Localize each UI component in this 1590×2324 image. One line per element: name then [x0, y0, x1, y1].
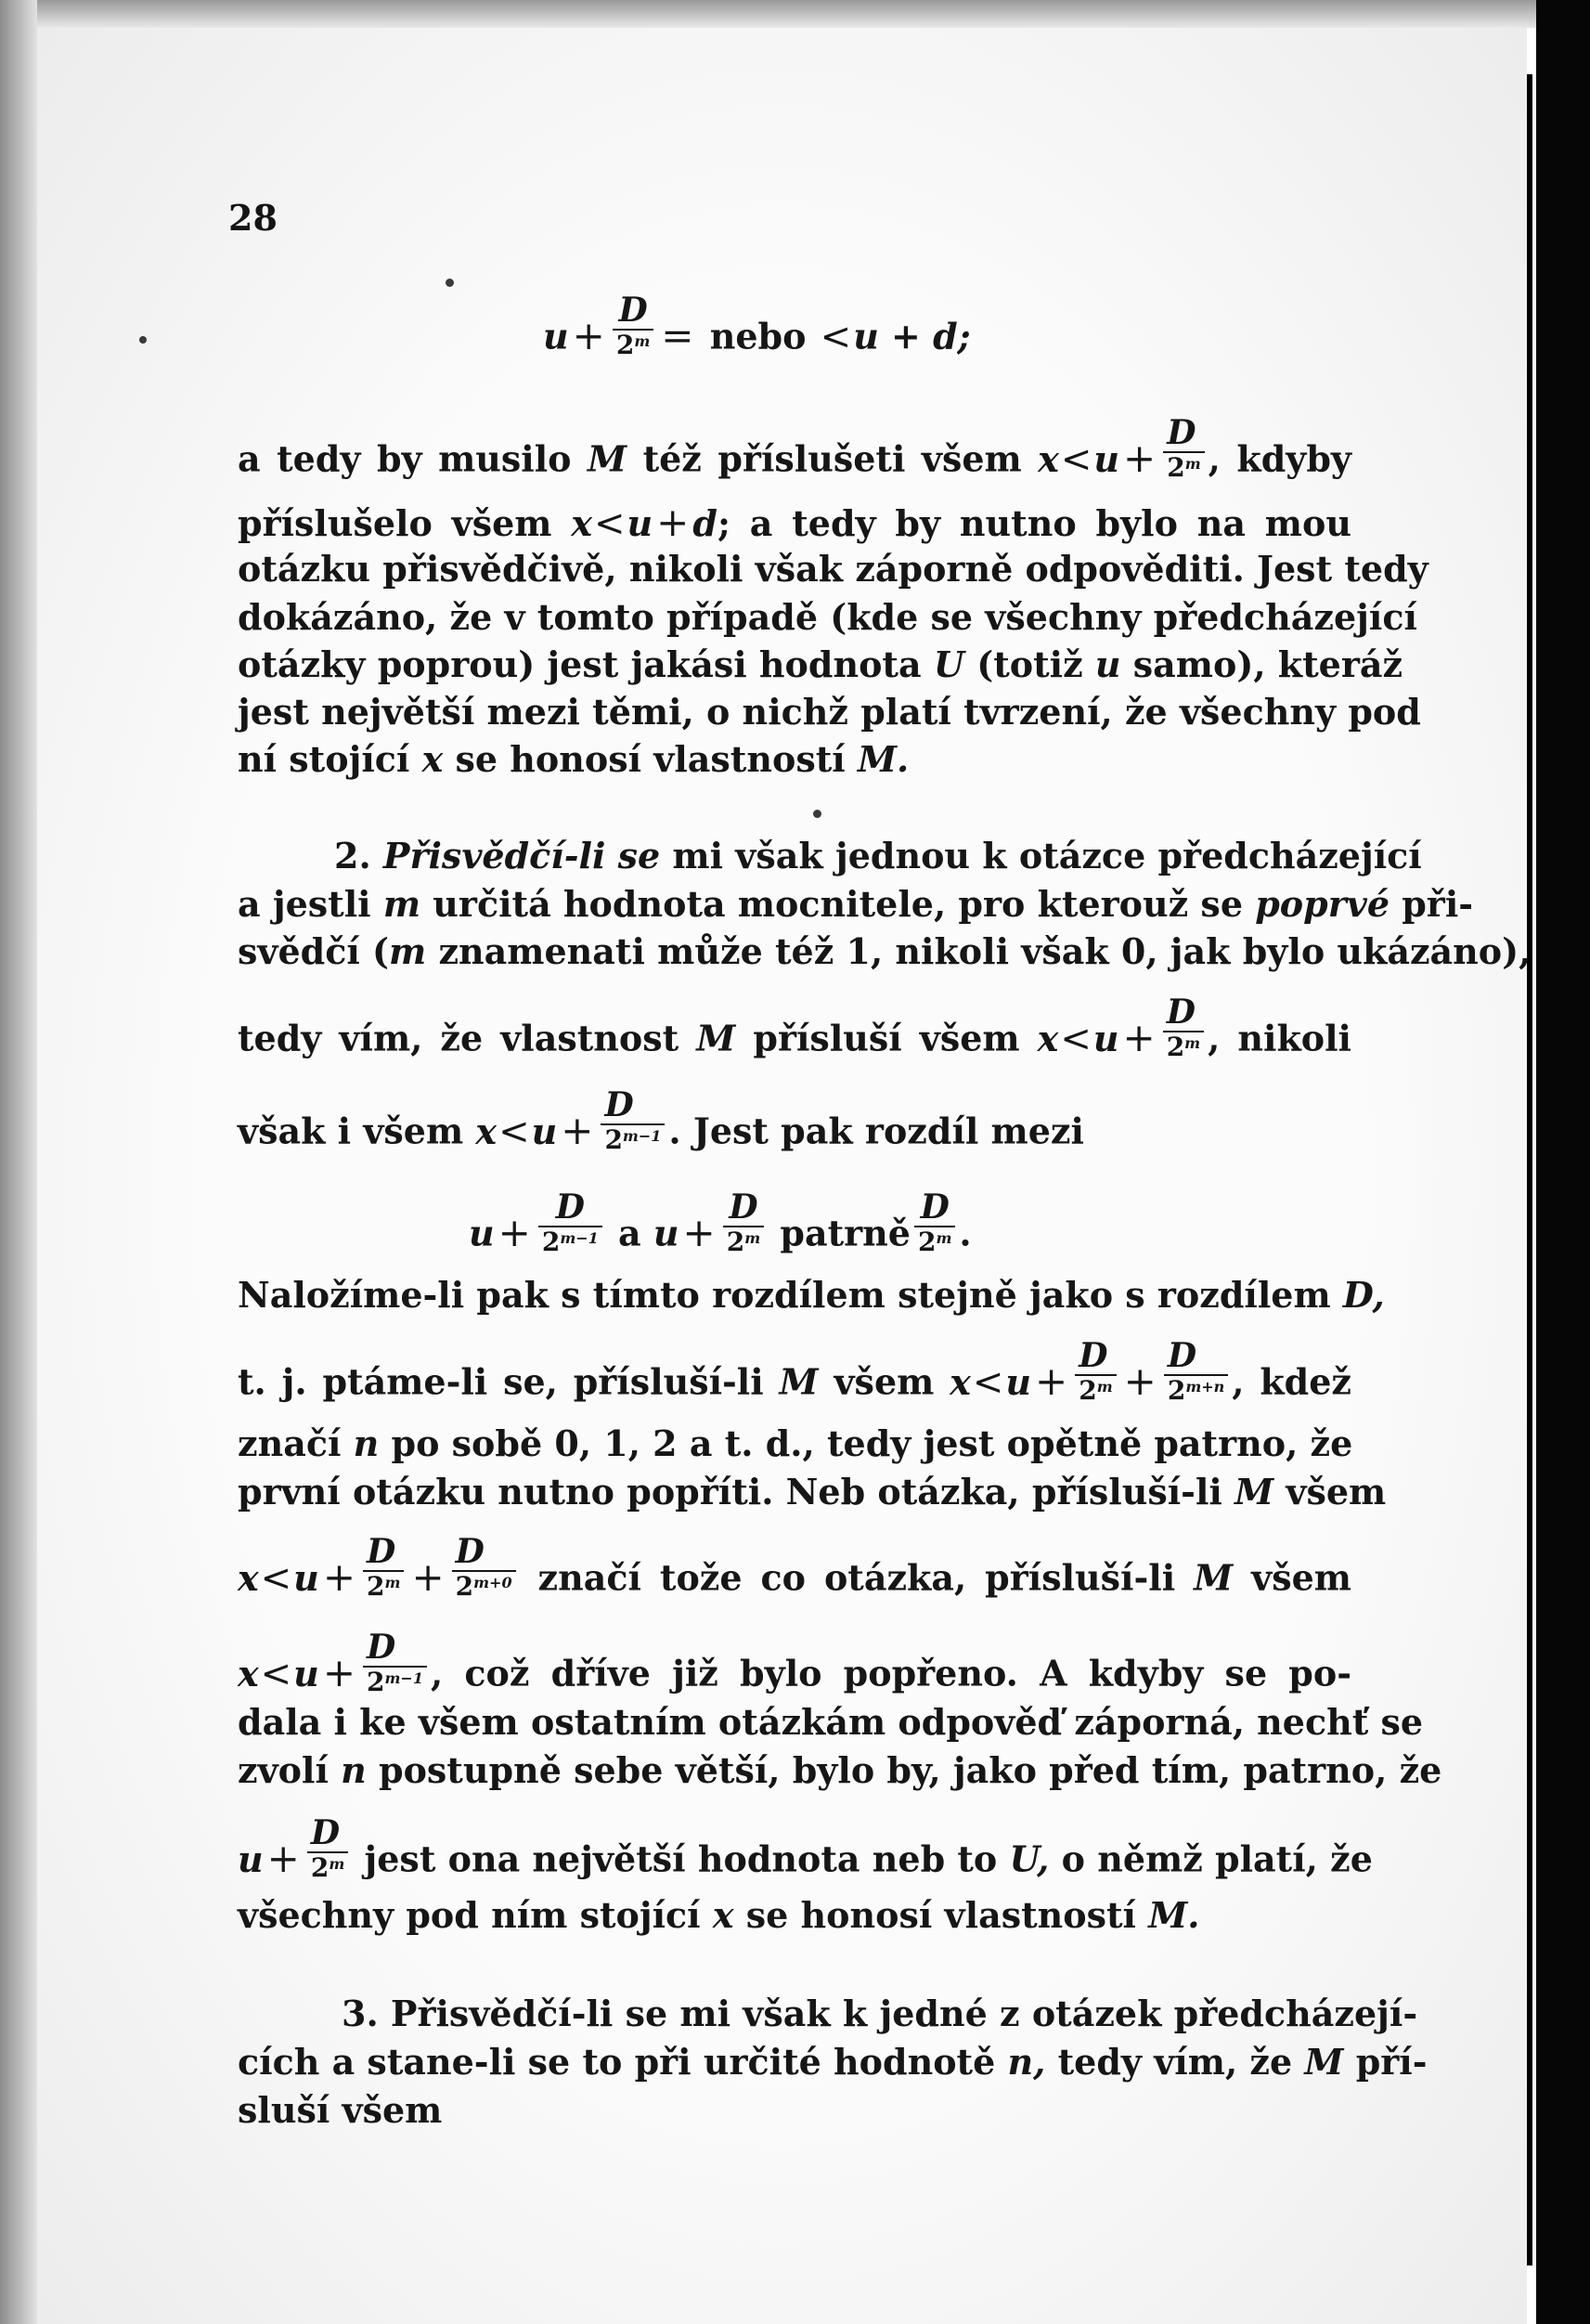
fraction-numerator: D — [367, 1628, 396, 1667]
text-line — [238, 1532, 1351, 1615]
math-var: x — [571, 502, 592, 544]
math-inline — [1037, 993, 1208, 1062]
math-inline — [475, 1085, 668, 1155]
fraction-denominator — [613, 329, 653, 360]
text-line: jest největší mezi těmi, o nichž platí tvrzení, že všechny pod — [238, 691, 1421, 733]
denominator-exponent: m−1 — [384, 1668, 423, 1687]
math-var: u — [1092, 1017, 1119, 1059]
math-var: x — [1038, 437, 1059, 480]
fraction — [601, 1085, 665, 1155]
math-op: + — [1123, 1357, 1157, 1404]
text-run: tedy vím, že vlastnost — [238, 1017, 679, 1059]
text-line — [238, 930, 1532, 972]
math-var: x — [475, 1110, 498, 1152]
text-run: , kdyby — [1208, 437, 1352, 480]
math-op: + — [1035, 1357, 1068, 1404]
text-run: též příslušeti všem — [642, 437, 1022, 480]
text-run: , což dříve již bylo popřeno. A kdyby se po- — [430, 1652, 1351, 1694]
text-run: M — [1304, 2041, 1344, 2083]
text-run: cích a stane-li se to při určité hodnotě — [238, 2041, 996, 2083]
text-run: tedy vím, že — [1057, 2041, 1293, 2083]
denominator-exponent: m — [1184, 454, 1201, 473]
fraction-denominator — [452, 1570, 516, 1602]
math-op: < — [498, 1110, 530, 1153]
math-inline — [1038, 413, 1208, 483]
text-run: o němž platí, že — [1061, 1837, 1373, 1880]
denominator-exponent: m−1 — [622, 1126, 662, 1145]
fraction-denominator — [1163, 1031, 1204, 1062]
text-line — [238, 1336, 1352, 1419]
math-op: + — [1123, 435, 1157, 481]
ink-speck — [813, 810, 821, 818]
equation-word: nebo — [709, 315, 807, 357]
fraction-numerator: D — [604, 1085, 634, 1124]
math-op: < — [1060, 1017, 1092, 1060]
text-line — [238, 1471, 1387, 1513]
text-run: příslušelo všem — [238, 502, 552, 544]
text-run: U — [933, 643, 964, 685]
text-run: značí — [238, 1422, 342, 1464]
fraction — [452, 1532, 516, 1602]
text-run: ; a tedy by nutno bylo na mou — [717, 502, 1351, 544]
text-run: však i všem — [238, 1110, 464, 1152]
text-run: po sobě 0, 1, 2 a t. d., tedy jest opětně patrno, že — [391, 1422, 1353, 1464]
math-op: + — [682, 1209, 716, 1255]
fraction-denominator — [363, 1666, 427, 1697]
denominator-base: 2 — [726, 1226, 745, 1257]
math-var: u — [293, 1556, 319, 1599]
text-run: patrně — [780, 1212, 911, 1254]
text-run: svědčí ( — [238, 930, 390, 972]
text-run: samo), kteráž — [1132, 643, 1403, 685]
text-run: určitá hodnota mocnitele, pro kterouž se — [433, 883, 1243, 925]
denominator-base: 2 — [917, 1226, 937, 1257]
text-run: M. — [857, 738, 910, 780]
math-var: d — [692, 502, 717, 544]
denominator-exponent: m+n — [1185, 1377, 1225, 1396]
denominator-base: 2 — [541, 1226, 561, 1257]
math-inline — [238, 1628, 431, 1697]
denominator-base: 2 — [367, 1570, 385, 1602]
denominator-exponent: m — [329, 1854, 345, 1873]
math-var: u — [531, 1110, 558, 1152]
scan-border-top — [0, 0, 1590, 28]
fraction-numerator: D — [555, 1188, 585, 1227]
equation-1 — [543, 291, 971, 373]
fraction — [538, 1190, 602, 1257]
fraction-denominator — [363, 1570, 404, 1602]
fraction — [1164, 1336, 1228, 1406]
math-op: + — [572, 312, 605, 358]
text-run: n, — [1007, 2041, 1046, 2083]
text-run: m — [382, 883, 421, 925]
math-op: < — [820, 315, 852, 358]
text-line — [238, 1274, 1385, 1316]
fraction-numerator: D — [1079, 1336, 1108, 1375]
paragraph-number: 2. — [334, 835, 371, 876]
text-run: n — [353, 1422, 380, 1464]
text-run: a tedy by musilo — [238, 437, 572, 480]
text-run: M — [779, 1360, 819, 1403]
text-run: m — [389, 930, 427, 972]
ink-speck — [139, 336, 147, 344]
text-run: . Jest pak rozdíl mezi — [668, 1110, 1084, 1152]
text-line: otázku přisvědčivě, nikoli však záporně odpověditi. Jest tedy — [238, 548, 1428, 590]
text-run: se honosí vlastností — [455, 738, 846, 780]
scan-border-left — [0, 0, 37, 2324]
text-run: Naložíme-li pak s tímto rozdílem stejně jako s rozdílem — [238, 1274, 1331, 1316]
page-edge-line — [1527, 74, 1532, 2266]
fraction — [613, 293, 653, 360]
math-op: + — [266, 1835, 300, 1881]
text-line — [238, 1813, 1373, 1896]
text-run: M. — [1148, 1894, 1200, 1936]
fraction-numerator: D — [455, 1532, 485, 1571]
equation-rhs: u + d; — [853, 315, 971, 357]
scan-border-right — [1536, 0, 1590, 2324]
text-line — [238, 1749, 1442, 1791]
denominator-base: 2 — [1079, 1374, 1097, 1406]
math-var: x — [1037, 1017, 1059, 1059]
fraction — [914, 1190, 955, 1257]
text-run: všem — [834, 1360, 935, 1403]
text-line — [238, 1085, 1351, 1168]
denominator-exponent: m — [744, 1228, 761, 1247]
fraction — [1163, 995, 1204, 1062]
denominator-exponent: m+0 — [473, 1573, 512, 1591]
fraction — [363, 1630, 427, 1697]
math-op: + — [498, 1209, 531, 1255]
fraction-denominator — [723, 1226, 764, 1257]
equation-2: u+ $\frac{D}{2^{m-1}}$ a u+ $\frac{D}{2^m}$ patrně $\frac{D}{2^m}$ . — [469, 1188, 972, 1257]
math-op: < — [972, 1360, 1004, 1404]
fraction-numerator: D — [618, 291, 648, 330]
fraction-denominator — [601, 1123, 665, 1155]
fraction-denominator — [307, 1851, 348, 1883]
text-run: t. j. ptáme-li se, přísluší-li — [238, 1360, 764, 1403]
text-run: M — [1194, 1556, 1234, 1599]
fraction-numerator: D — [729, 1188, 758, 1227]
text-run: značí tože co otázka, přísluší-li — [537, 1556, 1176, 1599]
math-op: = — [661, 312, 694, 358]
text-line — [238, 2041, 1428, 2083]
text-line — [238, 738, 1351, 780]
text-line — [238, 1422, 1353, 1464]
text-run: se honosí vlastností — [745, 1894, 1136, 1936]
math-var: x — [950, 1360, 971, 1403]
text-run: D, — [1342, 1274, 1385, 1316]
fraction-numerator: D — [367, 1532, 396, 1571]
text-run: M — [696, 1017, 736, 1059]
math-var: u — [1093, 437, 1120, 480]
text-run: n — [341, 1749, 367, 1791]
text-run: x — [421, 738, 444, 780]
denominator-base: 2 — [455, 1570, 474, 1602]
fraction — [1163, 413, 1204, 483]
math-op: + — [322, 1553, 356, 1600]
text-line — [238, 883, 1474, 925]
text-run: M — [1235, 1471, 1274, 1513]
denominator-base: 2 — [1166, 1031, 1185, 1062]
text-run: všechny pod ním stojící — [238, 1894, 701, 1936]
fraction-denominator — [1164, 1374, 1228, 1406]
math-op: < — [1060, 437, 1092, 481]
math-var: x — [238, 1556, 259, 1599]
ink-speck — [446, 279, 454, 287]
math-op: + — [411, 1553, 445, 1600]
fraction-denominator — [914, 1226, 955, 1257]
text-line — [238, 993, 1351, 1075]
math-op: + — [322, 1649, 356, 1695]
text-run: U, — [1009, 1837, 1050, 1880]
page-number: 28 — [228, 197, 278, 239]
fraction-numerator: D — [1167, 1336, 1197, 1375]
text-line — [238, 643, 1403, 685]
text-run: , kdež — [1232, 1360, 1352, 1403]
text-run: mi však jednou k otázce předcházející — [672, 835, 1422, 876]
math-inline — [238, 1813, 352, 1883]
math-op: + — [656, 500, 690, 545]
fraction-denominator — [538, 1226, 602, 1257]
text-run: x — [712, 1894, 734, 1936]
text-run: pří- — [1355, 2041, 1428, 2083]
text-run: přísluší všem — [753, 1017, 1020, 1059]
text-run: Přisvědčí-li se — [382, 835, 661, 876]
math-inline — [238, 1532, 520, 1602]
math-var: u — [1005, 1360, 1031, 1403]
denominator-exponent: m — [634, 331, 651, 350]
fraction — [363, 1532, 404, 1602]
text-run: , nikoli — [1208, 1017, 1351, 1059]
denominator-base: 2 — [310, 1851, 330, 1883]
math-inline — [571, 502, 717, 544]
text-run: otázky poprou) jest jakási hodnota — [238, 643, 922, 685]
text-line — [238, 835, 1422, 876]
math-op: < — [260, 1556, 292, 1600]
text-run: všem — [1286, 1471, 1387, 1513]
text-line — [238, 500, 1351, 545]
text-run: poprvé — [1255, 883, 1390, 925]
fraction-denominator — [1163, 451, 1204, 483]
denominator-base: 2 — [604, 1123, 623, 1155]
math-op: + — [561, 1107, 594, 1153]
text-run: M — [588, 437, 627, 480]
math-var: u — [627, 502, 653, 544]
text-line — [238, 413, 1352, 496]
denominator-exponent: m — [1096, 1377, 1113, 1396]
denominator-base: 2 — [615, 329, 635, 360]
denominator-base: 2 — [1167, 1374, 1186, 1406]
text-run: postupně sebe větší, bylo by, jako před tím, patrno, že — [379, 1749, 1442, 1791]
math-inline — [950, 1336, 1232, 1406]
math-var: u — [238, 1837, 264, 1880]
denominator-base: 2 — [367, 1666, 385, 1697]
math-var: u — [469, 1212, 495, 1254]
text-run: zvolí — [238, 1749, 329, 1791]
fraction — [307, 1813, 348, 1883]
text-run: ní stojící — [238, 738, 410, 780]
math-var: u — [293, 1652, 319, 1694]
text-line: dokázáno, že v tomto případě (kde se všechny předcházející — [238, 596, 1417, 638]
text-line — [238, 1894, 1351, 1936]
fraction-denominator — [1075, 1374, 1116, 1406]
denominator-base: 2 — [1167, 451, 1185, 483]
fraction-numerator: D — [310, 1813, 341, 1852]
text-run: při- — [1402, 883, 1474, 925]
fraction-numerator: D — [1166, 993, 1196, 1032]
math-op: < — [260, 1652, 292, 1695]
text-line: sluší všem — [238, 2089, 443, 2131]
text-run: u — [1094, 643, 1121, 685]
fraction-numerator: D — [920, 1188, 950, 1227]
text-run: jest ona největší hodnota neb to — [364, 1837, 998, 1880]
fraction — [1075, 1336, 1116, 1406]
math-op: < — [594, 502, 626, 545]
math-var: u — [543, 315, 569, 357]
math-var: u — [653, 1212, 679, 1254]
denominator-exponent: m — [936, 1228, 952, 1247]
text-run: a — [618, 1212, 641, 1254]
fraction-numerator: D — [1167, 413, 1196, 452]
fraction — [723, 1190, 764, 1257]
math-var: x — [238, 1652, 259, 1694]
text-run: první otázku nutno popříti. Neb otázka, přísluší-li — [238, 1471, 1222, 1513]
denominator-exponent: m−1 — [560, 1228, 599, 1247]
text-run: všem — [1251, 1556, 1351, 1599]
text-line: dala i ke všem ostatním otázkám odpověď záporná, nechť se — [238, 1701, 1424, 1743]
denominator-exponent: m — [1184, 1033, 1201, 1052]
math-op: + — [1122, 1014, 1156, 1060]
denominator-exponent: m — [384, 1573, 401, 1591]
text-line: 3. Přisvědčí-li se mi však k jedné z otázek předcházejí- — [342, 1993, 1418, 2034]
text-run: (totiž — [976, 643, 1083, 685]
text-run: a jestli — [238, 883, 371, 925]
text-run: znamenati může též 1, nikoli však 0, jak bylo ukázáno), — [438, 930, 1532, 972]
